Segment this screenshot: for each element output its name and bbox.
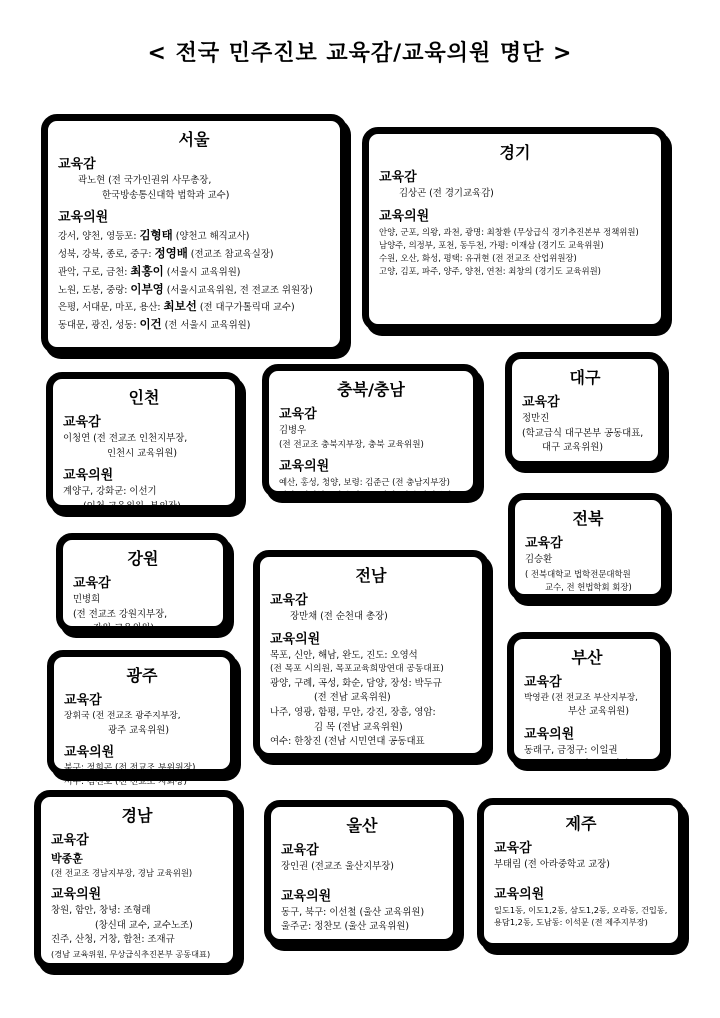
council-member: 남양주, 의정부, 포천, 동두천, 가평: 이재삼 (경기도 교육위원) bbox=[379, 239, 604, 250]
council-member: 천안: 김지철 ( 전 충남 교육위원, 전 충남지부장) bbox=[279, 489, 456, 500]
council-member: 서구: 김선호 (전 전교조 지회장) bbox=[64, 776, 187, 787]
region-box-chungbuk-chungnam bbox=[262, 364, 480, 498]
region-box-jeju bbox=[477, 798, 685, 950]
council-member: (창신대 교수, 교수노조) bbox=[95, 919, 193, 931]
council-label: 교육의원 bbox=[524, 726, 575, 742]
council-member: 관악, 구로, 금천: 최홍이 (서울시 교육위원) bbox=[58, 263, 241, 278]
superintendent-info: 김상곤 (전 경기교육감) bbox=[399, 188, 494, 199]
superintendent-info: 정만진 bbox=[522, 413, 550, 424]
superintendent-info: 인천시 교육위원) bbox=[107, 447, 178, 459]
council-label: 교육의원 bbox=[51, 887, 102, 903]
superintendent-info: 장휘국 (전 전교조 광주지부장, bbox=[64, 711, 181, 721]
superintendent-info: ( 전북대학교 법학전문대학원 bbox=[525, 568, 631, 579]
council-member: 동구, 북구: 이선철 (울산 교육위원) bbox=[281, 906, 425, 918]
superintendent-info: 김병우 bbox=[279, 425, 307, 436]
council-member: 은평, 서대문, 마포, 용산: 최보선 (전 대구가톨릭대 교수) bbox=[58, 299, 295, 314]
region-title: 강원 bbox=[127, 549, 159, 568]
superintendent-info: (전 전교조 경남지부장, 경남 교육위원) bbox=[51, 868, 193, 879]
region-title: 울산 bbox=[346, 816, 378, 835]
superintendent-info: 민병희 bbox=[73, 594, 101, 605]
region-box-gyeongnam bbox=[34, 790, 240, 970]
council-member: (인천 교육위원, 부의장) bbox=[83, 500, 181, 512]
region-box-gangwon bbox=[56, 533, 230, 633]
council-member: 동대문, 광진, 성동: 이건 (전 서울시 교육위원) bbox=[58, 317, 251, 332]
region-box-gyeonggi bbox=[362, 127, 668, 331]
region-title: 서울 bbox=[178, 130, 210, 149]
council-label: 교육의원 bbox=[63, 468, 114, 484]
superintendent-label: 교육감 bbox=[64, 693, 102, 708]
superintendent-label: 교육감 bbox=[270, 593, 308, 608]
superintendent-info: (전 전교조 강원지부장, bbox=[73, 608, 168, 620]
council-member: 안양, 군포, 의왕, 과천, 광명: 최창환 (무상급식 경기추진본부 정책위원) bbox=[379, 226, 639, 237]
region-box-jeonbuk bbox=[508, 493, 668, 601]
region-title: 충북/충남 bbox=[337, 380, 405, 399]
region-box-daegu bbox=[505, 352, 665, 468]
council-member: 울주군: 정찬모 (울산 교육위원) bbox=[281, 921, 410, 933]
superintendent-label: 교육감 bbox=[524, 675, 562, 690]
superintendent-info: 부산 교육위원) bbox=[568, 706, 629, 718]
region-box-ulsan bbox=[264, 800, 460, 946]
superintendent-info: 박종훈 bbox=[51, 852, 83, 865]
council-member: 북구: 정희곤 (전 전교조 부위원장) bbox=[64, 763, 196, 774]
region-box-gwangju bbox=[47, 650, 237, 787]
council-member: 동래구, 금정구: 이일권 bbox=[524, 744, 618, 756]
superintendent-label: 교육감 bbox=[73, 576, 111, 591]
superintendent-info: 한국방송통신대학 법학과 교수) bbox=[102, 189, 230, 201]
council-member: (전 전남 교육위원) bbox=[314, 692, 391, 704]
superintendent-info: 부태림 (전 아라중학교 교장) bbox=[494, 859, 610, 870]
page-title: < 전국 민주진보 교육감/교육의원 명단 > bbox=[147, 41, 573, 66]
superintendent-info: 교수, 전 헌법학회 회장) bbox=[545, 581, 632, 592]
superintendent-info: 장인권 (전교조 울산지부장) bbox=[281, 861, 394, 872]
council-member: (부산 교육위원) bbox=[568, 759, 633, 771]
council-member: 여수: 한창진 (전남 시민연대 공동대표 bbox=[270, 736, 425, 748]
region-title: 전북 bbox=[572, 509, 604, 528]
council-member: 수원, 오산, 화성, 평택: 유귀현 (전 전교조 산업위원장) bbox=[379, 252, 577, 263]
region-box-seoul bbox=[41, 114, 347, 354]
region-title: 경기 bbox=[499, 143, 531, 162]
council-label: 교육의원 bbox=[64, 745, 115, 761]
superintendent-info: 박영관 (전 전교조 부산지부장, bbox=[524, 693, 638, 703]
council-member: 창원, 함안, 창녕: 조형래 bbox=[51, 905, 151, 917]
region-box-jeonnam bbox=[253, 550, 489, 760]
council-label: 교육의원 bbox=[270, 631, 321, 647]
superintendent-info: 이청연 (전 전교조 인천지부장, bbox=[63, 433, 188, 444]
council-member: 노원, 도봉, 중랑: 이부영 (서울시교육위원, 전 전교조 위원장) bbox=[58, 281, 313, 296]
council-member: (전 목포 시의원, 목포교육희망연대 공동대표) bbox=[270, 664, 444, 675]
council-member: 광양, 구례, 곡성, 화순, 담양, 장성: 박두규 bbox=[270, 677, 442, 689]
superintendent-label: 교육감 bbox=[494, 841, 532, 856]
region-title: 경남 bbox=[121, 806, 153, 825]
council-member: 진주, 산청, 거창, 합천: 조재규 bbox=[51, 934, 175, 946]
superintendent-info: 장만채 (전 순천대 총장) bbox=[290, 611, 388, 622]
council-member: 예산, 홍성, 청양, 보령: 김준근 (전 충남지부장) bbox=[279, 476, 450, 487]
superintendent-info: 강원 교육위원) bbox=[93, 623, 154, 635]
region-title: 부산 bbox=[571, 648, 603, 667]
council-member: 용담1,2동, 도남동: 이석문 (전 제주지부장) bbox=[494, 917, 648, 928]
superintendent-label: 교육감 bbox=[58, 157, 96, 172]
region-title: 광주 bbox=[126, 666, 158, 685]
council-member: 일도1동, 이도1,2동, 삼도1,2동, 오라동, 건입동, bbox=[494, 904, 668, 915]
region-title: 제주 bbox=[565, 814, 597, 833]
council-member: 나주, 영광, 함평, 무안, 강진, 장흥, 영암: bbox=[270, 706, 436, 718]
council-label: 교육의원 bbox=[494, 886, 545, 902]
region-title: 대구 bbox=[569, 368, 601, 387]
superintendent-info: (학교급식 대구본부 공동대표, bbox=[522, 427, 644, 439]
council-member: (경남 교육위원, 무상급식추진본부 공동대표) bbox=[51, 948, 211, 959]
superintendent-label: 교육감 bbox=[525, 536, 563, 551]
superintendent-label: 교육감 bbox=[379, 170, 417, 185]
superintendent-label: 교육감 bbox=[522, 395, 560, 410]
council-member: 계양구, 강화군: 이선기 bbox=[63, 486, 157, 498]
council-label: 교육의원 bbox=[379, 208, 430, 224]
superintendent-label: 교육감 bbox=[281, 843, 319, 858]
region-title: 전남 bbox=[355, 566, 387, 585]
region-box-incheon bbox=[46, 372, 242, 512]
superintendent-label: 교육감 bbox=[63, 415, 101, 430]
region-title: 인천 bbox=[128, 388, 160, 407]
council-member: 고양, 김포, 파주, 양주, 양천, 연천: 최창의 (경기도 교육위원) bbox=[379, 265, 601, 276]
council-member: 강서, 양천, 영등포: 김형태 (양천고 해직교사) bbox=[58, 228, 250, 243]
region-box-busan bbox=[507, 632, 667, 771]
council-member: 김 목 (전남 교육위원) bbox=[314, 721, 403, 733]
superintendent-info: (전 전교조 충북지부장, 충북 교육위원) bbox=[279, 439, 424, 450]
council-label: 교육의원 bbox=[281, 888, 332, 904]
superintendent-info: 광주 교육위원) bbox=[108, 724, 169, 736]
council-member: 목포, 신안, 해남, 완도, 진도: 오영석 bbox=[270, 649, 418, 661]
council-label: 교육의원 bbox=[58, 210, 109, 226]
superintendent-label: 교육감 bbox=[279, 407, 317, 422]
council-label: 교육의원 bbox=[279, 458, 330, 474]
superintendent-info: 대구 교육위원) bbox=[542, 442, 603, 454]
superintendent-info: 곽노현 (전 국가인권위 사무총장, bbox=[78, 175, 212, 186]
council-member: 성북, 강북, 종로, 중구: 정영배 (전교조 참교육실장) bbox=[58, 245, 274, 260]
superintendent-label: 교육감 bbox=[51, 833, 89, 848]
superintendent-info: 김승환 bbox=[525, 554, 553, 565]
